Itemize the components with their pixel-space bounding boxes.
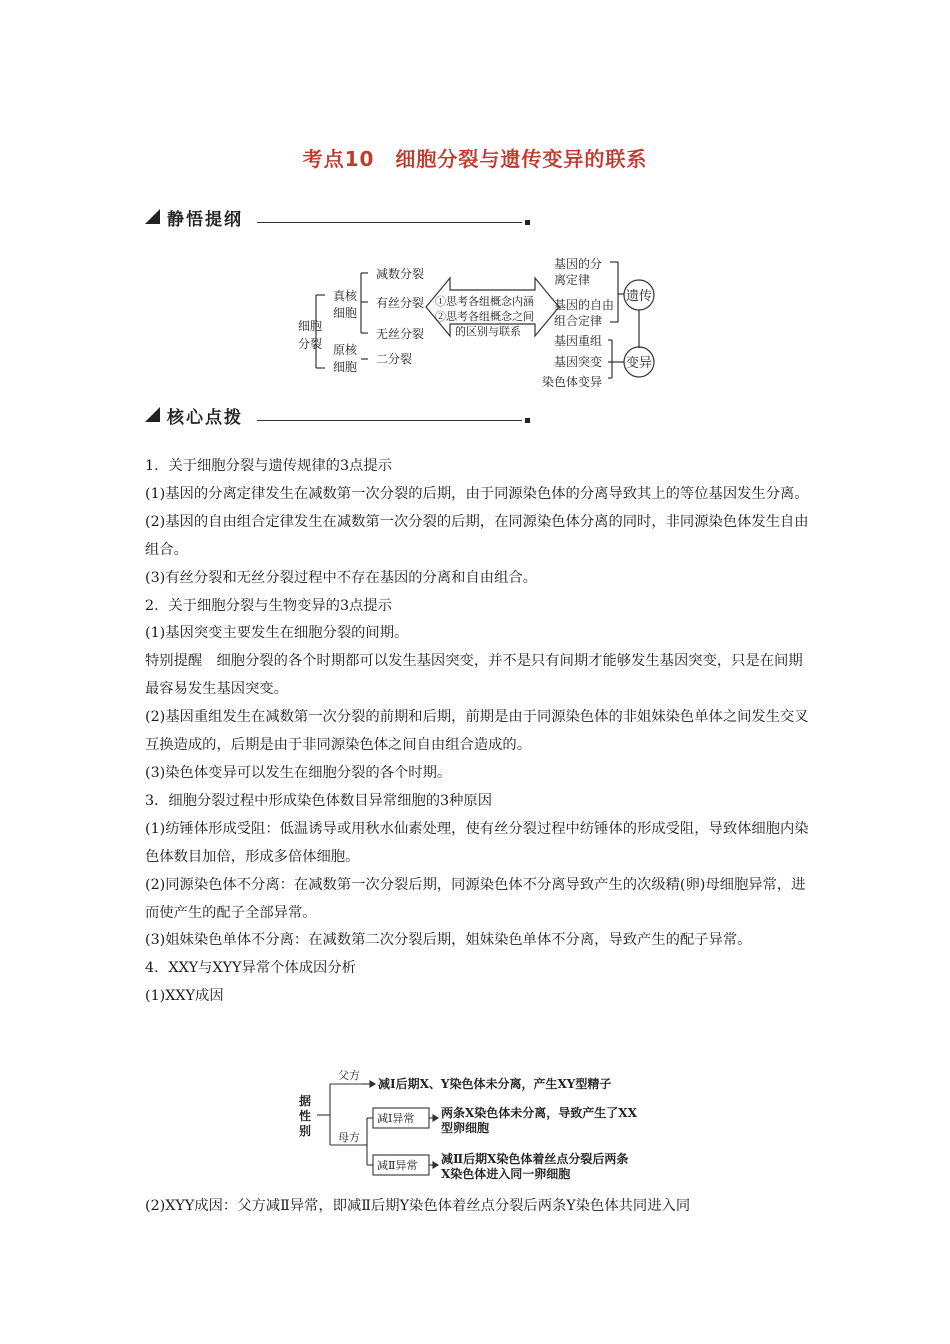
root-label: 据 xyxy=(299,1094,312,1108)
paragraph: 3．细胞分裂过程中形成染色体数目异常细胞的3种原因 xyxy=(145,792,493,809)
heredity-item: 基因的分 xyxy=(554,257,603,271)
root-label: 性 xyxy=(299,1109,312,1123)
section-rule-end xyxy=(525,220,530,225)
father-result: 减Ⅰ后期X、Y染色体未分离，产生XY型精子 xyxy=(378,1077,612,1091)
paragraph: 特别提醒 细胞分裂的各个时期都可以发生基因突变，并不是只有间期才能够发生基因突变，只是在间期最容易发生基因突变。 xyxy=(145,653,803,698)
eukaryote-label: 细胞 xyxy=(333,306,358,320)
mother-m1-result: 型卵细胞 xyxy=(441,1121,490,1135)
mother-label: 母方 xyxy=(338,1131,360,1144)
paragraph: (1)XXY成因 xyxy=(145,988,224,1005)
paragraph: (2)基因重组发生在减数第一次分裂的前期和后期，前期是由于同源染色体的非姐妹染色单体之间发生交叉互换造成的，后期是由于非同源染色体之间自由组合造成的。 xyxy=(145,709,809,754)
root-label: 细胞 xyxy=(298,319,323,333)
key-points-body xyxy=(145,453,810,1011)
root-label: 别 xyxy=(299,1124,312,1138)
section-rule-end xyxy=(525,418,530,423)
mother-m2-result: 减Ⅱ后期X染色体着丝点分裂后两条 xyxy=(441,1152,629,1166)
page-title: 考点10 细胞分裂与遗传变异的联系 xyxy=(302,147,648,171)
paragraph: (2)基因的自由组合定律发生在减数第一次分裂的后期，在同源染色体分离的同时，非同源染色体发生自由组合。 xyxy=(145,513,809,558)
division-type: 无丝分裂 xyxy=(376,327,425,341)
eukaryote-label: 真核 xyxy=(333,289,358,303)
paragraph: (3)染色体变异可以发生在细胞分裂的各个时期。 xyxy=(145,764,452,781)
variation-item: 基因突变 xyxy=(554,355,603,369)
heredity-item: 基因的自由 xyxy=(554,298,615,312)
division-type: 有丝分裂 xyxy=(376,296,425,310)
heredity-circle-label: 遗传 xyxy=(626,289,653,304)
paragraph: (1)基因突变主要发生在细胞分裂的间期。 xyxy=(145,625,409,642)
paragraph: (1)基因的分离定律发生在减数第一次分裂的后期，由于同源染色体的分离导致其上的等位基因发生分离。 xyxy=(145,485,809,502)
xxy-cause-diagram xyxy=(295,1065,665,1185)
meiosis2-box-label: 减Ⅱ异常 xyxy=(377,1159,418,1172)
heredity-item: 离定律 xyxy=(554,273,591,287)
paragraph: (2)同源染色体不分离：在减数第一次分裂后期，同源染色体不分离导致产生的次级精(卵)母细胞异常，进而使产生的配子全部异常。 xyxy=(145,876,806,921)
section-rule xyxy=(257,420,522,421)
section-label: 核心点拨 xyxy=(167,408,243,428)
variation-item: 染色体变异 xyxy=(542,375,603,389)
mother-m1-result: 两条X染色体未分离，导致产生了XX xyxy=(441,1106,637,1120)
paragraph: (3)有丝分裂和无丝分裂过程中不存在基因的分离和自由组合。 xyxy=(145,569,537,586)
meiosis1-box-label: 减Ⅰ异常 xyxy=(377,1112,415,1125)
cell-division-concept-map xyxy=(290,250,670,395)
section-label: 静悟提纲 xyxy=(167,210,243,230)
paragraph: (3)姐妹染色单体不分离：在减数第二次分裂后期，姐妹染色单体不分离，导致产生的配子异常。 xyxy=(145,932,752,949)
paragraph: 2．关于细胞分裂与生物变异的3点提示 xyxy=(145,597,392,614)
mother-m2-result: X染色体进入同一卵细胞 xyxy=(441,1167,571,1181)
prokaryote-label: 原核 xyxy=(333,343,358,357)
paragraph: (1)纺锤体形成受阻：低温诱导或用秋水仙素处理，使有丝分裂过程中纺锤体的形成受阻，导致体细胞内染色体数目加倍，形成多倍体细胞。 xyxy=(145,820,809,865)
paragraph: 4．XXY与XYY异常个体成因分析 xyxy=(145,960,356,977)
section-marker-icon xyxy=(145,209,160,224)
division-type: 二分裂 xyxy=(376,352,413,366)
paragraph: (2)XYY成因：父方减Ⅱ异常，即减Ⅱ后期Y染色体着丝点分裂后两条Y染色体共同进入同 xyxy=(145,1198,691,1214)
center-note: ①思考各组概念内涵 xyxy=(435,295,534,308)
division-type: 减数分裂 xyxy=(376,267,425,281)
section-header-key-points xyxy=(145,403,530,429)
center-note: ②思考各组概念之间 xyxy=(435,310,534,323)
father-label: 父方 xyxy=(338,1069,360,1082)
heredity-item: 组合定律 xyxy=(554,314,603,328)
section-rule xyxy=(257,222,522,223)
variation-item: 基因重组 xyxy=(554,334,603,348)
section-header-outline xyxy=(145,205,530,231)
section-marker-icon xyxy=(145,407,160,422)
center-note: 的区别与联系 xyxy=(455,325,521,338)
root-label: 分裂 xyxy=(298,337,323,351)
variation-circle-label: 变异 xyxy=(626,356,653,371)
prokaryote-label: 细胞 xyxy=(333,360,358,374)
paragraph: 1．关于细胞分裂与遗传规律的3点提示 xyxy=(145,458,392,474)
